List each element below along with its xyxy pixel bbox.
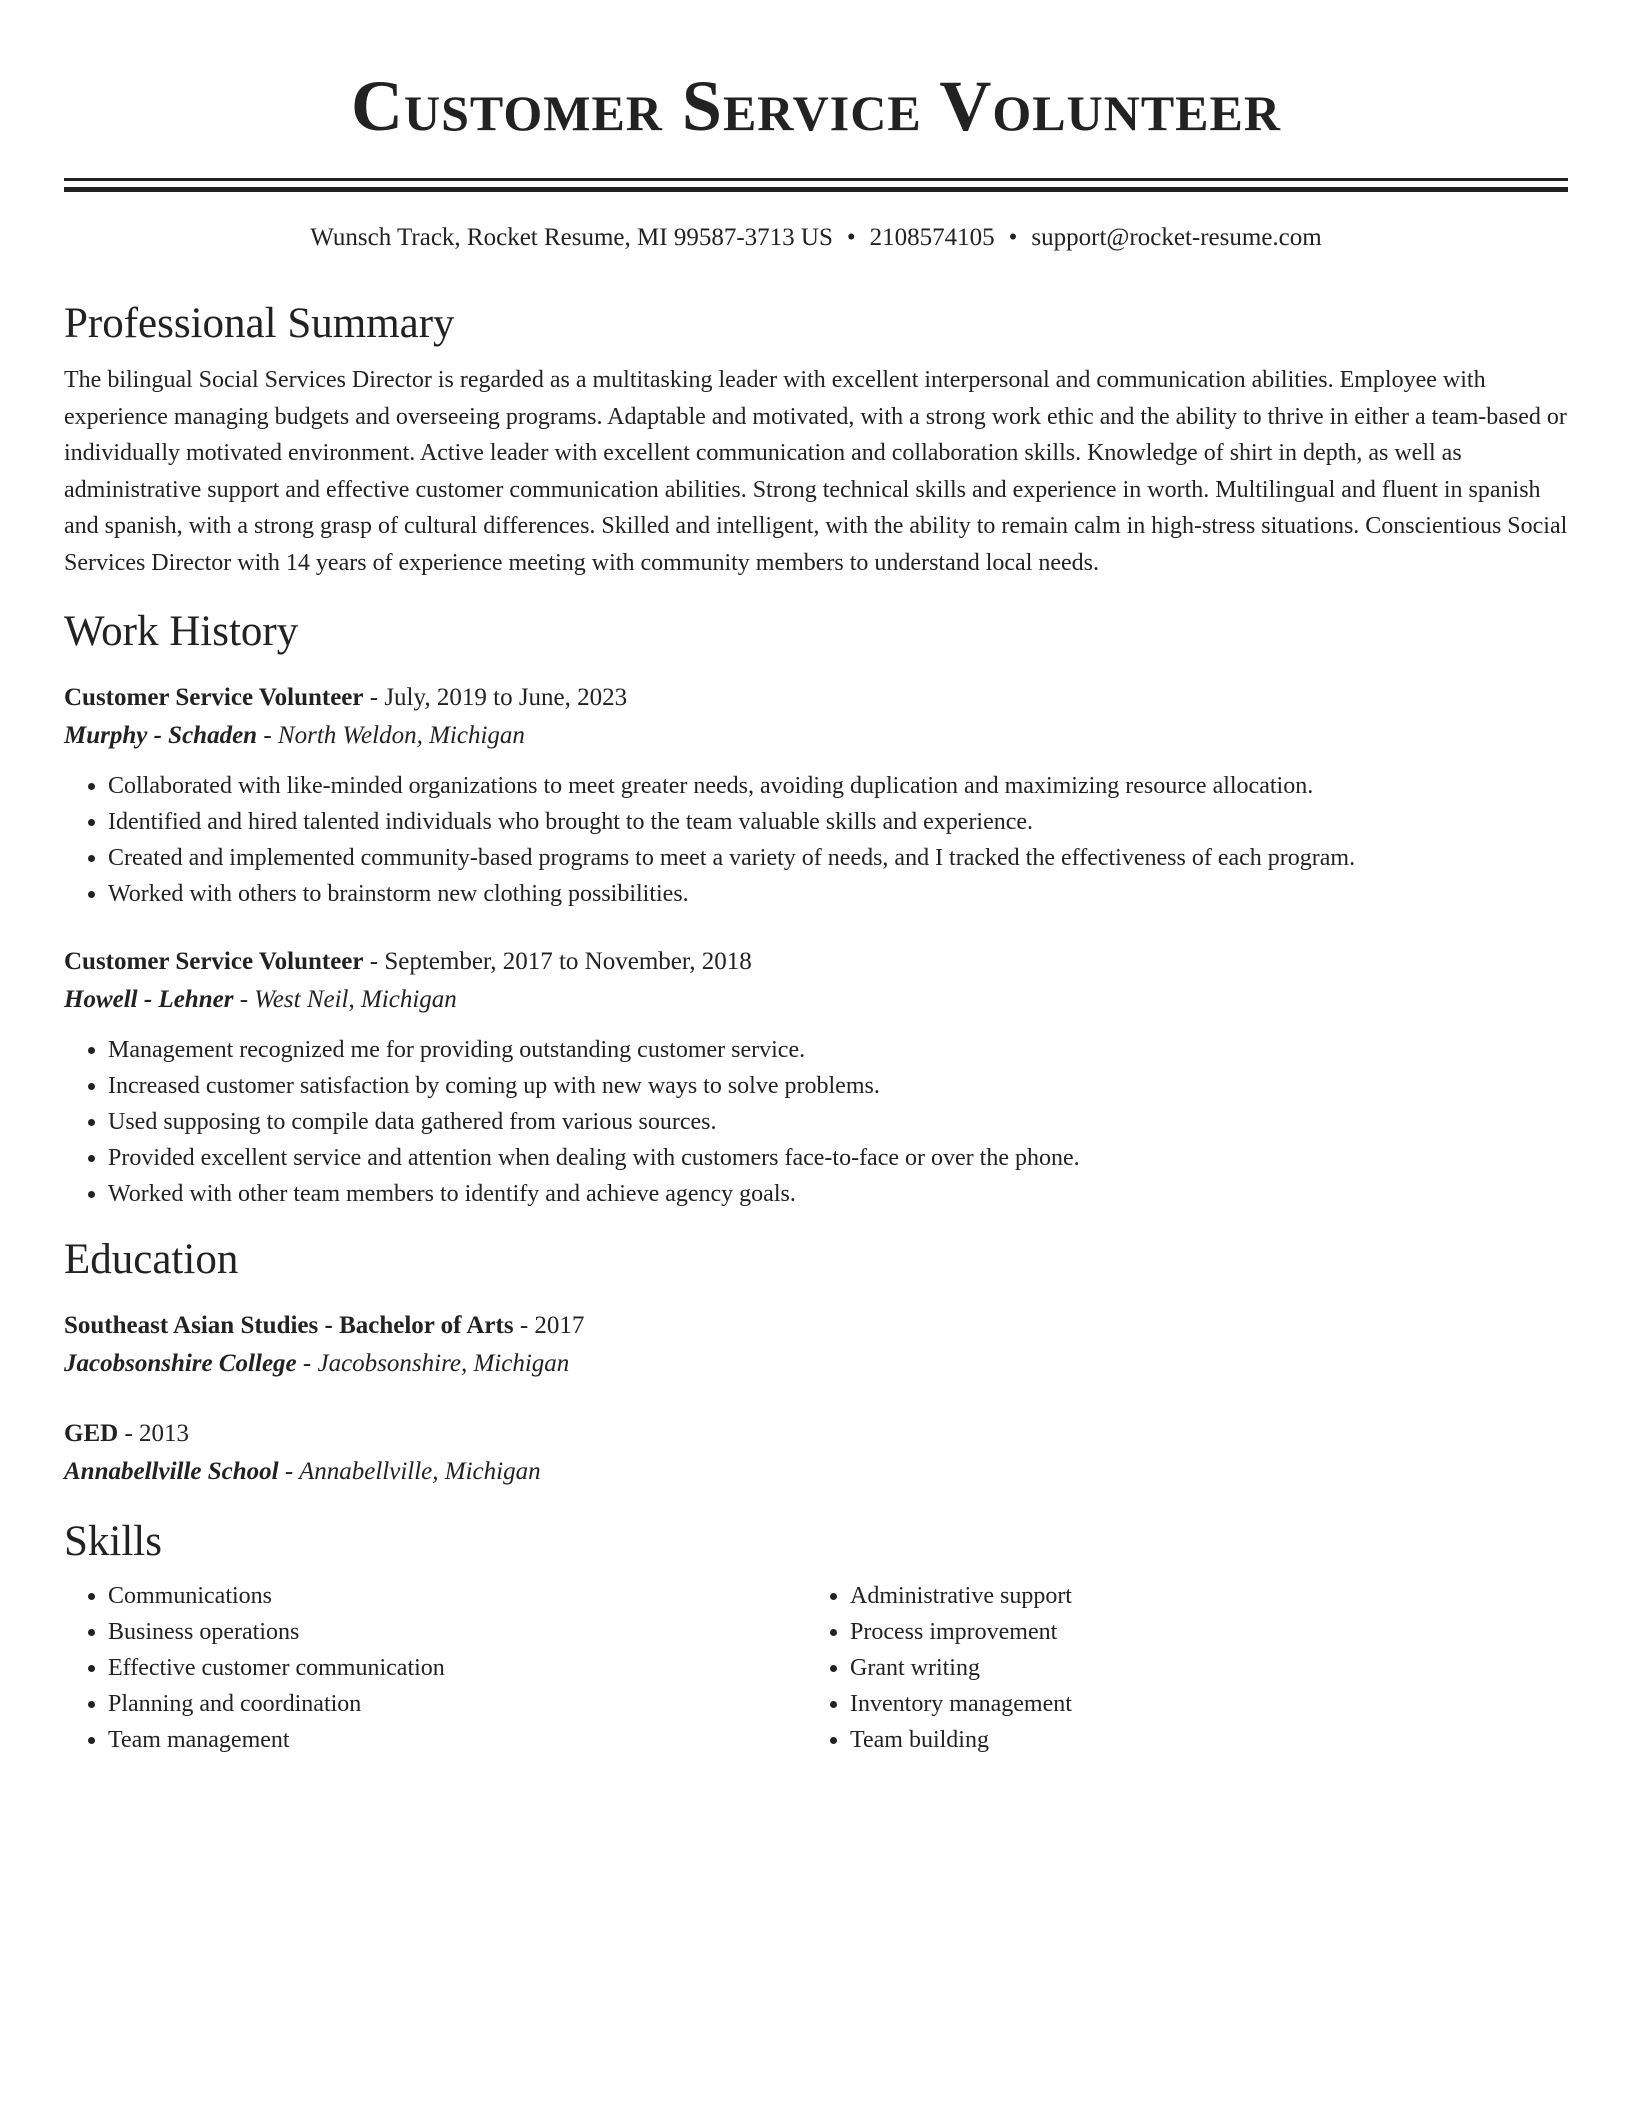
work-history-heading: Work History [64, 607, 299, 655]
contact-separator: • [1008, 224, 1018, 251]
summary-text: The bilingual Social Services Director is regarded as a multitasking leader with excellent interpersonal and communication abilities. Employee with experience managing budgets and overseeing programs. Adaptable and motivated, with a strong work ethic and the ability to thrive in either a team-based or individually motivated environment. Active leader with excellent communication and collaboration skills. Knowledge of shirt in depth, as well as administrative support and effective customer communication abilities. Strong technical skills and experience in worth. Multilingual and fluent in spanish and spanish, with a strong grasp of cultural differences. Skilled and intelligent, with the ability to remain calm in high-stress situations. Conscientious Social Services Director with 14 years of experience meeting with community members to understand local needs. [64, 367, 1568, 576]
job-company: Howell - Lehner [64, 985, 234, 1013]
skill-item: • Grant writing [850, 1650, 1550, 1686]
job-bullet: • Worked with other team members to identify and achieve agency goals. [108, 1176, 1568, 1212]
skill-item: • Planning and coordination [108, 1686, 806, 1722]
job-bullet: • Used supposing to compile data gathered from various sources. [108, 1104, 1568, 1140]
skills-heading: Skills [64, 1517, 162, 1565]
job-title: Customer Service Volunteer [64, 683, 364, 711]
job-company-line [64, 716, 1568, 756]
contact-separator: • [846, 224, 856, 251]
resume-page [64, 0, 1568, 1758]
skills-column-left [64, 1578, 806, 1758]
job-title-line [64, 680, 1568, 716]
contact-email: support@rocket-resume.com [1031, 224, 1322, 251]
skill-item: • Process improvement [850, 1614, 1550, 1650]
job-entry [64, 680, 1568, 912]
education-school-line [64, 1452, 1568, 1492]
header-rule-bottom [64, 187, 1568, 192]
contact-phone: 2108574105 [869, 224, 995, 251]
contact-line [64, 222, 1568, 254]
education-location: - Jacobsonshire, Michigan [296, 1349, 570, 1377]
skill-item: • Team building [850, 1722, 1550, 1758]
job-bullet: • Provided excellent service and attention when dealing with customers face-to-face or over the phone. [108, 1140, 1568, 1176]
education-location: - Annabellville, Michigan [278, 1457, 541, 1485]
job-dates: - September, 2017 to November, 2018 [363, 947, 752, 975]
job-title: Customer Service Volunteer [64, 947, 364, 975]
summary-heading: Professional Summary [64, 300, 455, 347]
skill-item: • Business operations [108, 1614, 806, 1650]
header-rule-top [64, 178, 1568, 181]
skills-column-right [806, 1578, 1550, 1758]
education-school: Jacobsonshire College [64, 1349, 297, 1377]
skill-item: • Effective customer communication [108, 1650, 806, 1686]
education-year: - 2017 [513, 1311, 585, 1339]
resume-name: Customer Service Volunteer [351, 66, 1281, 146]
education-school: Annabellville School [64, 1457, 279, 1485]
job-dates: - July, 2019 to June, 2023 [363, 683, 628, 711]
job-bullet: • Worked with others to brainstorm new clothing possibilities. [108, 876, 1568, 912]
job-bullet: • Collaborated with like-minded organizations to meet greater needs, avoiding duplication and maximizing resource allocation. [108, 768, 1568, 804]
job-bullet: • Identified and hired talented individuals who brought to the team valuable skills and experience. [108, 804, 1568, 840]
job-company: Murphy - Schaden [64, 721, 258, 749]
education-degree-line [64, 1308, 1568, 1344]
job-location: - North Weldon, Michigan [257, 721, 525, 749]
job-bullet: • Created and implemented community-based programs to meet a variety of needs, and I tracked the effectiveness of each program. [108, 840, 1568, 876]
job-entry [64, 944, 1568, 1212]
education-degree: Southeast Asian Studies - Bachelor of Arts [64, 1311, 514, 1339]
education-heading: Education [64, 1235, 239, 1283]
skill-item: • Team management [108, 1722, 806, 1758]
skill-item: • Inventory management [850, 1686, 1550, 1722]
job-bullet: • Management recognized me for providing outstanding customer service. [108, 1032, 1568, 1068]
education-year: - 2013 [118, 1419, 190, 1447]
education-entry [64, 1308, 1568, 1384]
job-company-line [64, 980, 1568, 1020]
education-school-line [64, 1344, 1568, 1384]
skills-list [64, 1578, 1568, 1758]
education-entry [64, 1416, 1568, 1492]
job-bullets [64, 768, 1568, 912]
job-title-line [64, 944, 1568, 980]
contact-address: Wunsch Track, Rocket Resume, MI 99587-3713 US [310, 224, 833, 251]
skill-item: • Communications [108, 1578, 806, 1614]
education-degree-line [64, 1416, 1568, 1452]
education-degree: GED [64, 1419, 119, 1447]
job-bullets [64, 1032, 1568, 1212]
skill-item: • Administrative support [850, 1578, 1550, 1614]
job-location: - West Neil, Michigan [233, 985, 457, 1013]
job-bullet: • Increased customer satisfaction by coming up with new ways to solve problems. [108, 1068, 1568, 1104]
